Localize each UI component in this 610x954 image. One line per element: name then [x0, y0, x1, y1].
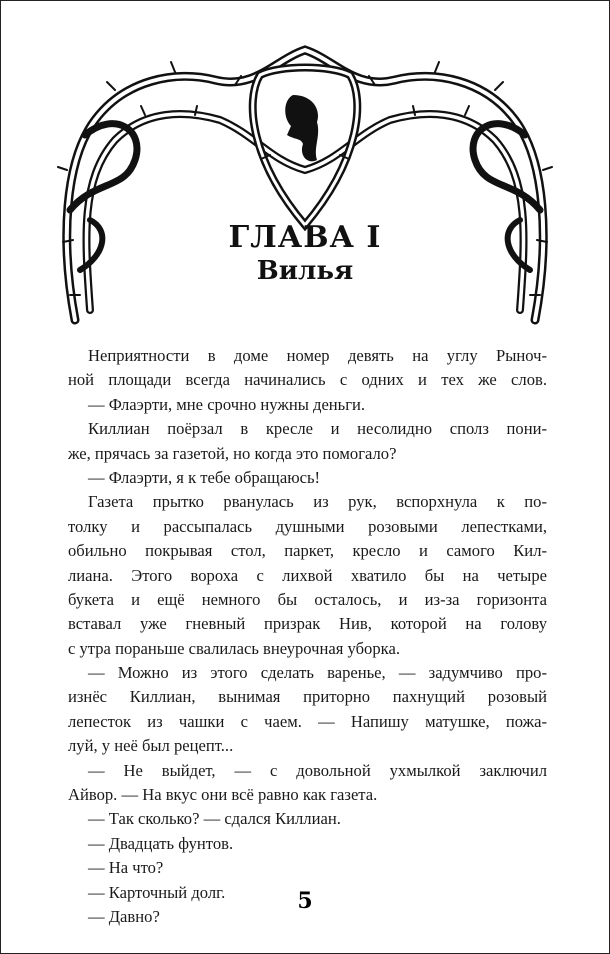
text-line: — Карточный долг. [88, 882, 226, 902]
text-line: — Не выйдет, — с довольной ухмылкой заключил [88, 760, 547, 780]
text-line: лиана. Этого вороха с лихвой хватило бы на четыре [68, 565, 547, 585]
text-line: Газета прытко рванулась из рук, вспорхнула к по- [88, 492, 547, 512]
page-number: 5 [297, 888, 313, 914]
silhouette-icon [285, 95, 318, 161]
text-line: — Двадцать фунтов. [88, 833, 234, 853]
text-line: — Так сколько? — сдался Киллиан. [88, 809, 341, 829]
text-line: Киллиан поёрзал в кресле и несолидно сполз пони- [88, 419, 547, 439]
text-line: с утра пораньше свалилась внеурочная уборка. [68, 638, 400, 658]
text-line: — Давно? [88, 906, 160, 926]
text-line: — Флаэрти, мне срочно нужны деньги. [88, 394, 366, 414]
text-line: луй, у неё был рецепт... [68, 736, 234, 756]
text-line: букета и ещё немного бы осталось, и из-за горизонта [68, 589, 547, 609]
text-line: лепесток из чашки с чаем. — Напишу матушке, пожа- [68, 711, 547, 731]
text-line: Неприятности в доме номер девять на углу Рыноч- [88, 346, 547, 365]
text-line: толку и рассыпалась душными розовыми лепестками, [68, 516, 547, 536]
text-line: изнёс Киллиан, вынимая приторно пахнущий розовый [68, 687, 547, 707]
text-line: вставал уже гневный призрак Нив, которой на голову [68, 614, 547, 634]
text-line: Айвор. — На вкус они всё равно как газета. [68, 785, 378, 805]
text-line: — На что? [88, 858, 164, 878]
text-line: — Флаэрти, я к тебе обращаюсь! [88, 467, 321, 487]
text-line: — Можно из этого сделать варенье, — задумчиво про- [88, 663, 547, 683]
text-line: обильно покрывая стол, паркет, кресло и самого Кил- [68, 541, 547, 561]
body-text [68, 344, 547, 929]
text-line: же, прячась за газетой, но когда это помогало? [68, 443, 397, 463]
chapter-number: ГЛАВА I [228, 220, 382, 255]
chapter-title: Вилья [256, 256, 354, 286]
text-line: ной площади всегда начинались с одних и тех же слов. [68, 370, 547, 390]
